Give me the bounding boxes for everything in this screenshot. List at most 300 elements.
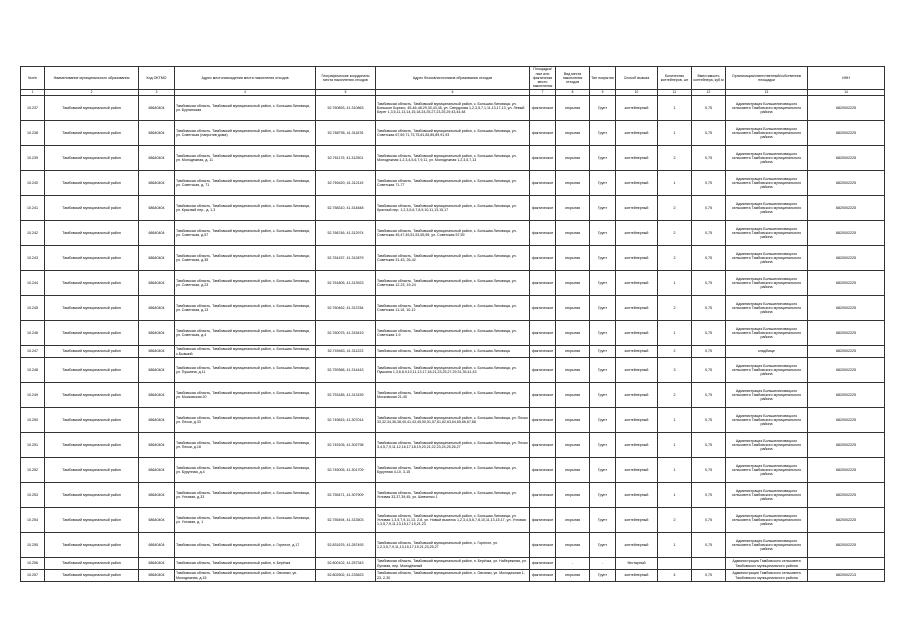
removal-method: контейнерный bbox=[616, 533, 658, 558]
container-count: 2 bbox=[658, 296, 692, 321]
surface-type: Грунт bbox=[590, 271, 616, 296]
col-header: Площадка/ные или фактически место накопления bbox=[530, 67, 556, 90]
surface-type: Грунт bbox=[590, 121, 616, 146]
table-row bbox=[21, 246, 885, 271]
site-status: фактическое bbox=[530, 433, 556, 458]
container-count: 1 bbox=[658, 433, 692, 458]
inn: 6820002225 bbox=[808, 358, 885, 383]
col-header: Наименование муниципального образования bbox=[45, 67, 139, 90]
column-number: 12 bbox=[692, 90, 726, 96]
site-status: фактическое bbox=[530, 221, 556, 246]
surface-type: Грунт bbox=[590, 321, 616, 346]
oktmo-code: 68640404 bbox=[139, 121, 175, 146]
col-header: Количество контейнеров, шт bbox=[658, 67, 692, 90]
oktmo-code: 68640404 bbox=[139, 296, 175, 321]
surface-type: Грунт bbox=[590, 508, 616, 533]
removal-method: контейнерный bbox=[616, 570, 658, 582]
site-kind: открытая bbox=[556, 171, 590, 196]
oktmo-code: 68640404 bbox=[139, 196, 175, 221]
responsible-organization: Администрация Большелиповицкого сельсовета Тамбовского муниципального района bbox=[726, 321, 808, 346]
site-address: Тамбовская область, Тамбовский муниципальный район, с. Большая Липовица, ул. Красный пер., д. 1,3 bbox=[175, 196, 316, 221]
site-status: фактическое bbox=[530, 558, 556, 570]
oktmo-code: 68640404 bbox=[139, 346, 175, 358]
removal-method: контейнерный bbox=[616, 383, 658, 408]
inn: 6820002225 bbox=[808, 508, 885, 533]
row-number: 10.244 bbox=[21, 271, 45, 296]
site-address: Тамбовская область, Тамбовский муниципальный район, с. Большая Липовица, ул. Угловая, д. 1 bbox=[175, 508, 316, 533]
container-count: 1 bbox=[658, 171, 692, 196]
source-addresses: Тамбовская область, Тамбовский муниципальный район, с. Большая Липовица, ул. Советская 1-9 bbox=[376, 321, 530, 346]
municipality: Тамбовский муниципальный район bbox=[45, 508, 139, 533]
site-kind: открытая bbox=[556, 533, 590, 558]
municipality: Тамбовский муниципальный район bbox=[45, 271, 139, 296]
table-row bbox=[21, 171, 885, 196]
oktmo-code: 68640404 bbox=[139, 383, 175, 408]
column-number: 10 bbox=[616, 90, 658, 96]
column-number: 14 bbox=[808, 90, 885, 96]
container-count: 2 bbox=[658, 508, 692, 533]
site-address: Тамбовская область, Тамбовский муниципальный район, с. Большая Липовица, ул. Пушкина, д.11 bbox=[175, 358, 316, 383]
container-count: 2 bbox=[658, 221, 692, 246]
container-count: 2 bbox=[658, 246, 692, 271]
removal-method: бестарный bbox=[616, 558, 658, 570]
municipality: Тамбовский муниципальный район bbox=[45, 346, 139, 358]
surface-type: Грунт bbox=[590, 196, 616, 221]
col-header: Тип покрытия bbox=[590, 67, 616, 90]
source-addresses: Тамбовская область, Тамбовский муниципальный район, с. Большая Липовица, ул. Советская 11-15, 10-12 bbox=[376, 296, 530, 321]
responsible-organization: Администрация Большелиповицкого сельсовета Тамбовского муниципального района bbox=[726, 96, 808, 121]
removal-method: контейнерный bbox=[616, 408, 658, 433]
container-count: 1 bbox=[658, 121, 692, 146]
coordinates: 52.755494, 41.313503 bbox=[316, 508, 376, 533]
municipality: Тамбовский муниципальный район bbox=[45, 483, 139, 508]
site-kind: открытая bbox=[556, 271, 590, 296]
col-header: Способ вывоза bbox=[616, 67, 658, 90]
site-kind: открытая bbox=[556, 196, 590, 221]
container-count: 2 bbox=[658, 196, 692, 221]
source-addresses: Тамбовская область, Тамбовский муниципальный район, с. Горелое, ул. 1,2,3,5,7,9,11,13,15,17,19,21,23,25,27 bbox=[376, 533, 530, 558]
site-address: Тамбовская область, Тамбовский муниципальный район, с. Большая Липовица, с.Бывший bbox=[175, 346, 316, 358]
site-address: Тамбовская область, Тамбовский муниципальный район, с. Большая Липовица, ул. Советская, д.23 bbox=[175, 271, 316, 296]
table-body bbox=[21, 96, 885, 582]
source-addresses: Тамбовская область, Тамбовский муниципальный район, с. Большая Липовица, ул. Советская 71-77 bbox=[376, 171, 530, 196]
container-count: 1 bbox=[658, 96, 692, 121]
table-row bbox=[21, 533, 885, 558]
site-kind: открытая bbox=[556, 96, 590, 121]
site-status: фактическое bbox=[530, 96, 556, 121]
coordinates: 52.749463, 41.311223 bbox=[316, 346, 376, 358]
source-addresses: Тамбовская область, Тамбовский муниципальный район, с. Большая Липовица, ул. Большое Борисо, 45-46-48,29,30,43,45, ул. Свердлова 1,2,3,5,7,1,11,13,17,13, ул. Левый Берег 1,3,5,11,13,14,15,18,24,25,27,23,25,29,43,44,48 bbox=[376, 96, 530, 121]
site-status: фактическое bbox=[530, 508, 556, 533]
container-count: 1 bbox=[658, 408, 692, 433]
coordinates: 52.755471, 41.307909 bbox=[316, 483, 376, 508]
container-volume: 0,75 bbox=[692, 408, 726, 433]
municipality: Тамбовский муниципальный район bbox=[45, 296, 139, 321]
column-number: 8 bbox=[556, 90, 590, 96]
coordinates: 52.749815, 41.307014 bbox=[316, 408, 376, 433]
site-status: фактическое bbox=[530, 196, 556, 221]
removal-method: контейнерный bbox=[616, 321, 658, 346]
container-volume: 0,75 bbox=[692, 533, 726, 558]
site-status: фактическое bbox=[530, 570, 556, 582]
table-row bbox=[21, 358, 885, 383]
responsible-organization: Администрация Большелиповицкого сельсовета Тамбовского муниципального района bbox=[726, 171, 808, 196]
site-status: фактическое bbox=[530, 383, 556, 408]
site-address: Тамбовская область, Тамбовский муниципальный район, с. Большая Липовица, ул. Советская (напротив дома) bbox=[175, 121, 316, 146]
inn: 6820002225 bbox=[808, 171, 885, 196]
header-row bbox=[21, 67, 885, 90]
inn: 6820002225 bbox=[808, 408, 885, 433]
container-count: 1 bbox=[658, 458, 692, 483]
site-address: Тамбовская область, Тамбовский муниципальный район, с. Большая Липовица, ул. Московская 20 bbox=[175, 383, 316, 408]
removal-method: контейнерный bbox=[616, 196, 658, 221]
container-count: 4 bbox=[658, 570, 692, 582]
row-number: 10.237 bbox=[21, 96, 45, 121]
site-status: фактическое bbox=[530, 296, 556, 321]
responsible-organization: Администрация Большелиповицкого сельсовета Тамбовского муниципального района bbox=[726, 383, 808, 408]
container-volume: 0,75 bbox=[692, 433, 726, 458]
container-volume: 0,75 bbox=[692, 296, 726, 321]
site-status: фактическое bbox=[530, 346, 556, 358]
municipality: Тамбовский муниципальный район bbox=[45, 358, 139, 383]
site-status: фактическое bbox=[530, 321, 556, 346]
col-header: Вместимость контейнера, куб.м bbox=[692, 67, 726, 90]
container-count bbox=[658, 558, 692, 570]
responsible-organization: Администрация Большелиповицкого сельсовета Тамбовского муниципального района bbox=[726, 271, 808, 296]
site-kind: открытая bbox=[556, 408, 590, 433]
removal-method: контейнерный bbox=[616, 358, 658, 383]
inn: 6820002225 bbox=[808, 458, 885, 483]
col-header: Адрес блоков/источников образования отходов bbox=[376, 67, 530, 90]
column-number: 13 bbox=[726, 90, 808, 96]
site-status: фактическое bbox=[530, 458, 556, 483]
site-kind: открытая bbox=[556, 121, 590, 146]
inn: 6820002225 bbox=[808, 483, 885, 508]
inn: 6820002225 bbox=[808, 121, 885, 146]
site-status: фактическое bbox=[530, 146, 556, 171]
surface-type: Грунт bbox=[590, 433, 616, 458]
table-row bbox=[21, 296, 885, 321]
row-number: 10.247 bbox=[21, 346, 45, 358]
row-number: 10.238 bbox=[21, 121, 45, 146]
table-row bbox=[21, 483, 885, 508]
container-volume: 0,75 bbox=[692, 483, 726, 508]
municipality: Тамбовский муниципальный район bbox=[45, 558, 139, 570]
container-volume: 0,75 bbox=[692, 346, 726, 358]
row-number: 10.239 bbox=[21, 146, 45, 171]
container-volume: 0,75 bbox=[692, 570, 726, 582]
table-row bbox=[21, 121, 885, 146]
column-number: 2 bbox=[45, 90, 139, 96]
inn: 6820002225 bbox=[808, 246, 885, 271]
coordinates: 52.764157, 41.312879 bbox=[316, 246, 376, 271]
site-kind: открытая bbox=[556, 458, 590, 483]
table-row bbox=[21, 146, 885, 171]
oktmo-code: 68640404 bbox=[139, 321, 175, 346]
responsible-organization: Администрация Большелиповицкого сельсовета Тамбовского муниципального района bbox=[726, 358, 808, 383]
responsible-organization: Администрация Большелиповицкого сельсовета Тамбовского муниципального района bbox=[726, 433, 808, 458]
municipality: Тамбовский муниципальный район bbox=[45, 408, 139, 433]
responsible-organization: Администрация Большелиповицкого сельсовета Тамбовского муниципального района bbox=[726, 146, 808, 171]
row-number: 10.256 bbox=[21, 558, 45, 570]
coordinates: 52.766746, 41.312974 bbox=[316, 221, 376, 246]
surface-type: Грунт bbox=[590, 570, 616, 582]
inn: 6820002225 bbox=[808, 433, 885, 458]
container-volume: 0,75 bbox=[692, 246, 726, 271]
container-volume bbox=[692, 558, 726, 570]
oktmo-code: 68640404 bbox=[139, 246, 175, 271]
table-row bbox=[21, 558, 885, 570]
source-addresses: Тамбовская область, Тамбовский муниципальный район, с. Большая Липовица, ул. Бурунная 4-10, 3-15 bbox=[376, 458, 530, 483]
inn: 6820002225 bbox=[808, 196, 885, 221]
site-kind: - bbox=[556, 558, 590, 570]
row-number: 10.251 bbox=[21, 433, 45, 458]
site-status: фактическое bbox=[530, 121, 556, 146]
container-count: 1 bbox=[658, 321, 692, 346]
removal-method: контейнерный bbox=[616, 483, 658, 508]
coordinates: 52.759368, 41.314443 bbox=[316, 358, 376, 383]
container-volume: 0,75 bbox=[692, 508, 726, 533]
inn bbox=[808, 558, 885, 570]
municipality: Тамбовский муниципальный район bbox=[45, 96, 139, 121]
container-volume: 0,75 bbox=[692, 96, 726, 121]
site-address: Тамбовская область, Тамбовский муниципальный район, с. Большая Липовица, ул. Советская, д.13 bbox=[175, 296, 316, 321]
source-addresses: Тамбовская область, Тамбовский муниципальный район, с. Большая Липовица, ул. Угловая 33,37,39,45, ул. Шевченко 1 bbox=[376, 483, 530, 508]
table-row bbox=[21, 271, 885, 296]
container-volume: 0,75 bbox=[692, 321, 726, 346]
row-number: 10.250 bbox=[21, 408, 45, 433]
site-kind: открытая bbox=[556, 346, 590, 358]
coordinates: 52.768795, 41.311876 bbox=[316, 121, 376, 146]
site-address: Тамбовская область, Тамбовский муниципальный район, с. Большая Липовица, ул. Пески, д.33 bbox=[175, 408, 316, 433]
coordinates: 52.769420, 41.312119 bbox=[316, 171, 376, 196]
column-number: 7 bbox=[530, 90, 556, 96]
municipality: Тамбовский муниципальный район bbox=[45, 171, 139, 196]
responsible-organization: Администрация Большелиповицкого сельсовета Тамбовского муниципального района bbox=[726, 221, 808, 246]
site-address: Тамбовская область, Тамбовский муниципальный район, с. Большая Липовица, ул. Угловая, д.33 bbox=[175, 483, 316, 508]
inn: 6820002225 bbox=[808, 533, 885, 558]
responsible-organization: Администрация Тамбовского сельсовета Тамбовского муниципального района bbox=[726, 570, 808, 582]
surface-type: Грунт bbox=[590, 483, 616, 508]
source-addresses: Тамбовская область, Тамбовский муниципальный район, с. Большая Липовица, ул. Советская 31-43, 26-42 bbox=[376, 246, 530, 271]
inn: 6820002225 bbox=[808, 296, 885, 321]
source-addresses: Тамбовская область, Тамбовский муниципальный район, с. Большая Липовица, ул. Пески 33,32,34,36,38,40,41,43,45,50,51,57,61,62,63,64,65,66,67,68 bbox=[376, 408, 530, 433]
oktmo-code: 68640404 bbox=[139, 483, 175, 508]
inn: 6820002225 bbox=[808, 271, 885, 296]
coordinates: 52.758310, 41.314848 bbox=[316, 196, 376, 221]
oktmo-code: 68640404 bbox=[139, 508, 175, 533]
waste-sites-table bbox=[20, 66, 885, 582]
responsible-organization: кладбище bbox=[726, 346, 808, 358]
oktmo-code: 68640404 bbox=[139, 408, 175, 433]
site-status: фактическое bbox=[530, 246, 556, 271]
coordinates: 52.800102, 41.257343 bbox=[316, 558, 376, 570]
site-address: Тамбовская область, Тамбовский муниципальный район, с. Большая Липовица, ул. Советская, д.35 bbox=[175, 246, 316, 271]
site-address: Тамбовская область, Тамбовский муниципальный район, с. Большая Липовица, ул. Советская, д. 71 bbox=[175, 171, 316, 196]
oktmo-code: 68640404 bbox=[139, 96, 175, 121]
container-volume: 0,75 bbox=[692, 196, 726, 221]
col-header: Вид места накопления отходов bbox=[556, 67, 590, 90]
register-sheet bbox=[20, 66, 884, 582]
surface-type: - bbox=[590, 558, 616, 570]
inn: 6820002225 bbox=[808, 221, 885, 246]
municipality: Тамбовский муниципальный район bbox=[45, 246, 139, 271]
surface-type: Грунт bbox=[590, 533, 616, 558]
removal-method: контейнерный bbox=[616, 96, 658, 121]
surface-type: Грунт bbox=[590, 171, 616, 196]
removal-method: контейнерный bbox=[616, 146, 658, 171]
surface-type: Грунт bbox=[590, 296, 616, 321]
oktmo-code: 68640404 bbox=[139, 358, 175, 383]
removal-method: контейнерный bbox=[616, 458, 658, 483]
column-number: 9 bbox=[590, 90, 616, 96]
col-header: Код ОКТМО bbox=[139, 67, 175, 90]
surface-type: Грунт bbox=[590, 358, 616, 383]
coordinates: 52.761805, 41.313923 bbox=[316, 271, 376, 296]
municipality: Тамбовский муниципальный район bbox=[45, 533, 139, 558]
inn: 6820002213 bbox=[808, 570, 885, 582]
responsible-organization: Администрация Большелиповицкого сельсовета Тамбовского муниципального района bbox=[726, 121, 808, 146]
container-volume: 0,75 bbox=[692, 358, 726, 383]
oktmo-code: 68640404 bbox=[139, 458, 175, 483]
municipality: Тамбовский муниципальный район bbox=[45, 321, 139, 346]
source-addresses: Тамбовская область, Тамбовский муниципальный район, с. Большая Липовица, ул. Советская 12-23, 19-24 bbox=[376, 271, 530, 296]
coordinates: 52.760893, 41.310863 bbox=[316, 96, 376, 121]
col-header: ИНН bbox=[808, 67, 885, 90]
site-kind: открытая bbox=[556, 321, 590, 346]
row-number: 10.246 bbox=[21, 321, 45, 346]
table-row bbox=[21, 508, 885, 533]
row-number: 10.257 bbox=[21, 570, 45, 582]
surface-type: Грунт bbox=[590, 96, 616, 121]
column-number: 4 bbox=[175, 90, 316, 96]
coordinates: 52.802502, 41.233623 bbox=[316, 570, 376, 582]
container-count: 2 bbox=[658, 383, 692, 408]
table-row bbox=[21, 383, 885, 408]
container-count: 1 bbox=[658, 533, 692, 558]
coordinates: 52.761179, 41.312501 bbox=[316, 146, 376, 171]
site-address: Тамбовская область, Тамбовский муниципальный район, с. Большая Липовица, ул. Бурнинская bbox=[175, 96, 316, 121]
oktmo-code: 68640404 bbox=[139, 433, 175, 458]
removal-method: контейнерный bbox=[616, 271, 658, 296]
container-volume: 0,75 bbox=[692, 271, 726, 296]
inn: 6820002225 bbox=[808, 321, 885, 346]
municipality: Тамбовский муниципальный район bbox=[45, 458, 139, 483]
container-volume: 0,75 bbox=[692, 458, 726, 483]
container-volume: 0,75 bbox=[692, 121, 726, 146]
oktmo-code: 68640404 bbox=[139, 271, 175, 296]
column-number: 1 bbox=[21, 90, 45, 96]
site-kind: открытая bbox=[556, 508, 590, 533]
responsible-organization: Администрация Большелиповицкого сельсовета Тамбовского муниципального района bbox=[726, 533, 808, 558]
surface-type: Грунт bbox=[590, 221, 616, 246]
container-volume: 0,75 bbox=[692, 146, 726, 171]
responsible-organization: Администрация Большелиповицкого сельсовета Тамбовского муниципального района bbox=[726, 508, 808, 533]
coordinates: 52.749105, 41.302798 bbox=[316, 433, 376, 458]
row-number: 10.240 bbox=[21, 171, 45, 196]
container-volume: 0,75 bbox=[692, 221, 726, 246]
responsible-organization: Администрация Большелиповицкого сельсовета Тамбовского муниципального района bbox=[726, 296, 808, 321]
col-header: №п/п bbox=[21, 67, 45, 90]
column-number: 3 bbox=[139, 90, 175, 96]
site-address: Тамбовская область, Тамбовский муниципальный район, с. Большая Липовица, ул. Пески, д.18 bbox=[175, 433, 316, 458]
coordinates: 52.760462, 41.313784 bbox=[316, 296, 376, 321]
row-number: 10.249 bbox=[21, 383, 45, 408]
site-kind: открытая bbox=[556, 383, 590, 408]
source-addresses: Тамбовская область, Тамбовский муниципальный район, с. Большая Липовица, ул. Пески 3,4,5,7,9,11,12,16,17,18,19,20,21,22,23,24,25,26,27 bbox=[376, 433, 530, 458]
table-row bbox=[21, 221, 885, 246]
row-number: 10.254 bbox=[21, 508, 45, 533]
surface-type: Грунт bbox=[590, 383, 616, 408]
coordinates: 52.760075, 41.315419 bbox=[316, 321, 376, 346]
row-number: 10.241 bbox=[21, 196, 45, 221]
source-addresses: Тамбовская область, Тамбовский муниципальный район, с. Большая Липовица, ул. Московская 21-40 bbox=[376, 383, 530, 408]
oktmo-code: 68640404 bbox=[139, 558, 175, 570]
coordinates: 52.753185, 41.313159 bbox=[316, 383, 376, 408]
row-number: 10.253 bbox=[21, 483, 45, 508]
site-kind: открытая bbox=[556, 433, 590, 458]
responsible-organization: Администрация Большелиповицкого сельсовета Тамбовского муниципального района bbox=[726, 458, 808, 483]
table-row bbox=[21, 96, 885, 121]
col-header: Географические координаты места накопления отходов bbox=[316, 67, 376, 90]
surface-type: Грунт bbox=[590, 146, 616, 171]
source-addresses: Тамбовская область, Тамбовский муниципальный район, с. Большая Липовица bbox=[376, 346, 530, 358]
row-number: 10.248 bbox=[21, 358, 45, 383]
oktmo-code: 68640404 bbox=[139, 533, 175, 558]
removal-method: контейнерный bbox=[616, 221, 658, 246]
removal-method: контейнерный bbox=[616, 296, 658, 321]
inn: 6820002225 bbox=[808, 146, 885, 171]
site-address: Тамбовская область, Тамбовский муниципальный район, с. Горелое, д.17 bbox=[175, 533, 316, 558]
site-status: фактическое bbox=[530, 533, 556, 558]
removal-method: контейнерный bbox=[616, 171, 658, 196]
municipality: Тамбовский муниципальный район bbox=[45, 433, 139, 458]
municipality: Тамбовский муниципальный район bbox=[45, 196, 139, 221]
source-addresses: Тамбовская область, Тамбовский муниципальный район, с. Большая Липовица, ул. Советская 67,69,71,73,75,81,83,85,89,91,93 bbox=[376, 121, 530, 146]
responsible-organization: Администрация Большелиповицкого сельсовета Тамбовского муниципального района bbox=[726, 408, 808, 433]
coordinates: 52.831676, 41.287493 bbox=[316, 533, 376, 558]
row-number: 10.243 bbox=[21, 246, 45, 271]
container-count: 1 bbox=[658, 483, 692, 508]
inn: 6820002225 bbox=[808, 383, 885, 408]
responsible-organization: Администрация Большелиповицкого сельсовета Тамбовского муниципального района bbox=[726, 196, 808, 221]
surface-type: Грунт bbox=[590, 246, 616, 271]
oktmo-code: 68640404 bbox=[139, 146, 175, 171]
inn: 6820002225 bbox=[808, 346, 885, 358]
responsible-organization: Администрация Большелиповицкого сельсовета Тамбовского муниципального района bbox=[726, 246, 808, 271]
oktmo-code: 68640404 bbox=[139, 171, 175, 196]
table-row bbox=[21, 346, 885, 358]
removal-method: контейнерный bbox=[616, 121, 658, 146]
site-address: Тамбовская область, Тамбовский муниципальный район, с. Овсянки, ул. Молодежная, д.15 bbox=[175, 570, 316, 582]
container-count: 3 bbox=[658, 358, 692, 383]
municipality: Тамбовский муниципальный район bbox=[45, 221, 139, 246]
municipality: Тамбовский муниципальный район bbox=[45, 146, 139, 171]
surface-type: Грунт bbox=[590, 458, 616, 483]
table-row bbox=[21, 458, 885, 483]
surface-type: Грунт bbox=[590, 408, 616, 433]
removal-method: контейнерный bbox=[616, 346, 658, 358]
surface-type: Грунт bbox=[590, 346, 616, 358]
row-number: 10.252 bbox=[21, 458, 45, 483]
municipality: Тамбовский муниципальный район bbox=[45, 383, 139, 408]
col-header: Адрес местонахождения места накопления отходов bbox=[175, 67, 316, 90]
coordinates: 52.745005, 41.301709 bbox=[316, 458, 376, 483]
source-addresses: Тамбовская область, Тамбовский муниципальный район, с. Большая Липовица, ул. Угловая 1,3,5,7,9,11,13, 2-8, ул. Новый выселок 1,2,3,4,5,6,7,8,10,11,13,15,17, ул. Угловая 1,3,5,7,9,11,13,15,17,19,21,23 bbox=[376, 508, 530, 533]
site-status: фактическое bbox=[530, 358, 556, 383]
table-row bbox=[21, 570, 885, 582]
removal-method: контейнерный bbox=[616, 246, 658, 271]
